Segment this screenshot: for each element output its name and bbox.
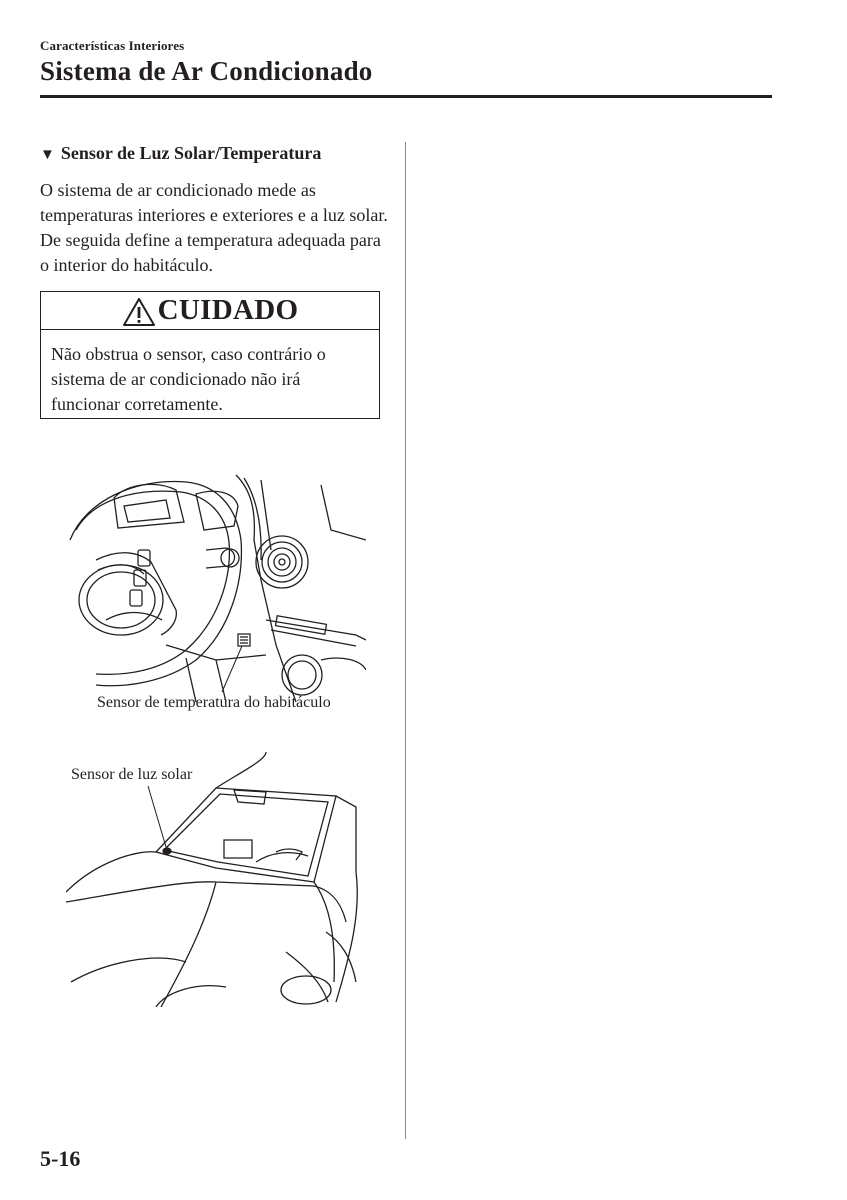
solar-sensor-illustration bbox=[66, 752, 366, 1007]
caution-title: CUIDADO bbox=[157, 294, 299, 326]
caution-header bbox=[41, 292, 379, 330]
cabin-sensor-illustration bbox=[66, 470, 366, 702]
breadcrumb: Características Interiores bbox=[40, 38, 185, 53]
section-body-text: O sistema de ar condicionado mede as temperaturas interiores e exteriores e a luz solar. De seguida define a temperatura adequada para o interior do habitáculo. bbox=[40, 180, 388, 275]
warning-triangle-icon bbox=[122, 297, 156, 327]
triangle-down-icon: ▼ bbox=[40, 147, 55, 163]
caution-box bbox=[40, 291, 380, 419]
caution-text: Não obstrua o sensor, caso contrário o sistema de ar condicionado não irá funcionar corretamente. bbox=[51, 344, 326, 414]
section-heading-text: Sensor de Luz Solar/Temperatura bbox=[60, 143, 322, 163]
page-title: Sistema de Ar Condicionado bbox=[40, 56, 373, 86]
title-rule bbox=[40, 95, 772, 98]
column-divider bbox=[405, 142, 406, 1139]
solar-sensor-label: Sensor de luz solar bbox=[71, 766, 193, 783]
section-heading bbox=[40, 143, 321, 164]
page-number: 5-16 bbox=[40, 1146, 81, 1171]
cabin-sensor-label: Sensor de temperatura do habitáculo bbox=[97, 694, 331, 711]
